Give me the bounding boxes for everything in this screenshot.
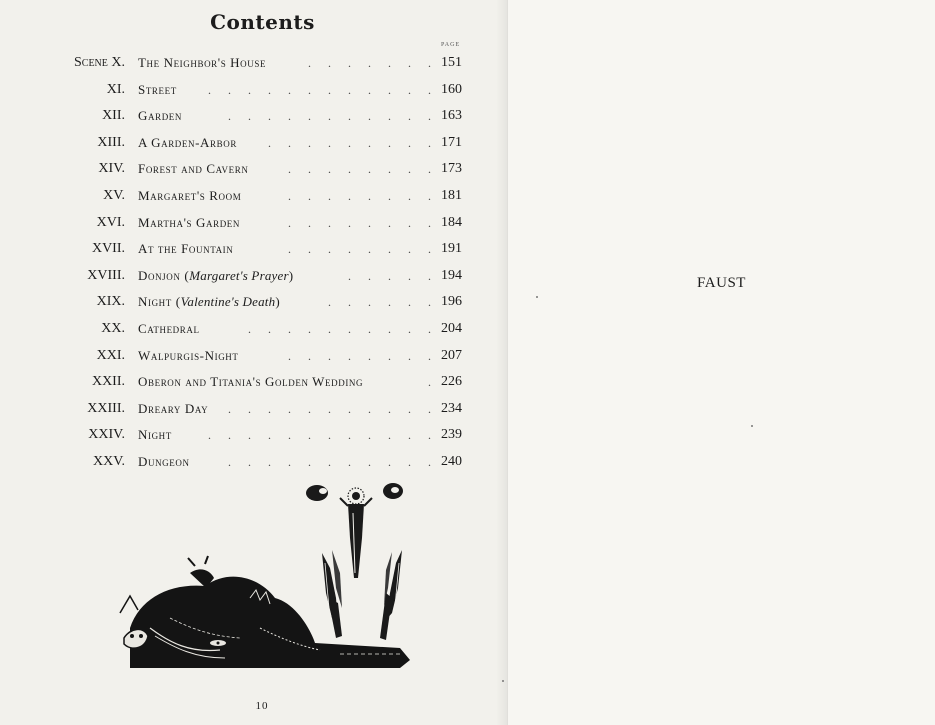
paper-speck — [751, 425, 753, 427]
scene-title-close: ) — [288, 267, 294, 283]
scene-title-text: Forest and Cavern — [138, 161, 249, 177]
dot-leader: . . . . . . . . . . . . — [208, 428, 438, 443]
scene-title — [138, 318, 200, 340]
dot-leader: . . . . . . . — [308, 56, 438, 70]
scene-number: XI. — [106, 81, 125, 97]
scene-title-text: Margaret's Room — [138, 188, 242, 203]
toc-entry — [0, 318, 508, 340]
scene-number: XV. — [103, 188, 125, 203]
scene-title-text: Walpurgis-Night — [138, 347, 239, 363]
contents-title: Contents — [210, 10, 315, 34]
angel-right — [380, 550, 402, 640]
scene-page-number: 151 — [441, 55, 462, 70]
scene-page-number: 171 — [441, 134, 462, 150]
dot-leader: . . . . . — [348, 268, 438, 283]
scene-title-text: Martha's Garden — [138, 214, 241, 230]
scene-title-text: Street — [138, 81, 177, 97]
scene-page-number: 184 — [441, 214, 462, 230]
dot-leader: . . . . . . . . — [288, 215, 438, 230]
scene-title-text: Donjon ( — [138, 267, 190, 283]
page-column-header: PAGE — [441, 42, 461, 48]
scene-number: XII. — [102, 108, 125, 124]
scene-title-text: The Neighbor's House — [138, 55, 267, 70]
page-number: 10 — [255, 700, 269, 712]
dot-leader: . . . . . . . . . . . — [228, 109, 438, 124]
faust-heading: FAUST — [697, 275, 746, 291]
scene-title — [138, 424, 172, 446]
dot-leader: . — [428, 375, 438, 390]
scene-title — [138, 52, 266, 74]
toc-entry — [0, 158, 508, 180]
scene-page-number: 226 — [441, 374, 462, 390]
dot-leader: . . . . . . . . — [288, 348, 438, 363]
scene-title-text: Dungeon — [138, 454, 190, 469]
paper-speck — [502, 680, 504, 682]
scene-page-number: 173 — [441, 161, 462, 177]
scene-title — [138, 132, 237, 154]
dot-leader: . . . . . . . . . — [268, 135, 438, 150]
scene-title — [138, 79, 177, 101]
paper-speck — [536, 296, 538, 298]
scene-title-text: Night ( — [138, 294, 181, 310]
scene-title — [138, 212, 240, 234]
scene-title-text: Oberon and Titania's Golden Wedding — [138, 374, 364, 390]
scene-title — [138, 185, 241, 207]
scene-number: XVIII. — [87, 267, 125, 283]
scene-number: XIX. — [96, 294, 125, 310]
dot-leader: . . . . . . . . . . . . — [208, 82, 438, 97]
dot-leader: . . . . . . . . . . — [248, 322, 438, 336]
scene-title-text: A Garden-Arbor — [138, 134, 237, 150]
scene-subtitle: Margaret's Prayer — [189, 267, 289, 283]
angel-left — [322, 550, 342, 638]
scene-title — [138, 345, 239, 367]
scene-title-text: Cathedral — [138, 321, 200, 336]
toc-entry — [0, 291, 508, 313]
scene-number: XXII. — [91, 374, 125, 390]
scene-title-close: ) — [275, 294, 281, 310]
toc-entry — [0, 398, 508, 420]
right-page — [508, 0, 935, 725]
ascending-soul — [340, 488, 372, 578]
scene-number: XXI. — [96, 347, 125, 363]
toc-entry — [0, 52, 508, 74]
scene-page-number: 239 — [441, 427, 462, 443]
scene-page-number: 163 — [441, 108, 462, 124]
toc-entry — [0, 212, 508, 234]
scene-title-text: Night — [138, 427, 172, 443]
scene-number: XX. — [101, 321, 125, 336]
scene-title-text: At the Fountain — [138, 241, 234, 257]
toc-entry — [0, 105, 508, 127]
scene-title-text: Dreary Day — [138, 400, 209, 416]
scene-page-number: 207 — [441, 347, 462, 363]
scene-page-number: 240 — [441, 454, 462, 469]
scene-title — [138, 238, 233, 260]
scene-title — [138, 291, 280, 313]
scene-number: XXIV. — [88, 427, 125, 443]
dot-leader: . . . . . . . . — [288, 189, 438, 203]
toc-entry — [0, 238, 508, 260]
scene-page-number: 204 — [441, 321, 462, 336]
scene-title — [138, 451, 190, 473]
toc-entry — [0, 79, 508, 101]
scene-number: XIII. — [97, 134, 125, 150]
scene-page-number: 160 — [441, 81, 462, 97]
dot-leader: . . . . . . . . . . . — [228, 455, 438, 469]
toc-entry — [0, 265, 508, 287]
toc-entry — [0, 424, 508, 446]
dot-leader: . . . . . . . . — [288, 242, 438, 257]
toc-entry — [0, 185, 508, 207]
fallen-demon — [120, 556, 410, 668]
scene-title — [138, 105, 182, 127]
scene-number: XIV. — [98, 161, 125, 177]
toc-entry — [0, 371, 508, 393]
scene-page-number: 234 — [441, 400, 462, 416]
dot-leader: . . . . . . — [328, 295, 438, 310]
scene-title — [138, 398, 208, 420]
scene-number: Scene X. — [73, 55, 125, 70]
woodcut-illustration — [110, 478, 415, 678]
dot-leader: . . . . . . . . — [288, 162, 438, 177]
toc-entry — [0, 451, 508, 473]
scene-page-number: 181 — [441, 188, 462, 203]
scene-number: XVI. — [96, 214, 125, 230]
scene-number: XXV. — [92, 454, 125, 469]
scene-title — [138, 265, 294, 287]
scene-page-number: 191 — [441, 241, 462, 257]
scene-title-text: Garden — [138, 108, 182, 124]
scene-page-number: 196 — [441, 294, 462, 310]
dot-leader: . . . . . . . . . . . — [228, 401, 438, 416]
scene-title — [138, 158, 248, 180]
scene-number: XXIII. — [87, 400, 125, 416]
scene-title — [138, 371, 363, 393]
scene-subtitle: Valentine's Death — [180, 294, 276, 310]
toc-entry — [0, 345, 508, 367]
toc-entry — [0, 132, 508, 154]
scene-number: XVII. — [91, 241, 125, 257]
scene-page-number: 194 — [441, 267, 462, 283]
